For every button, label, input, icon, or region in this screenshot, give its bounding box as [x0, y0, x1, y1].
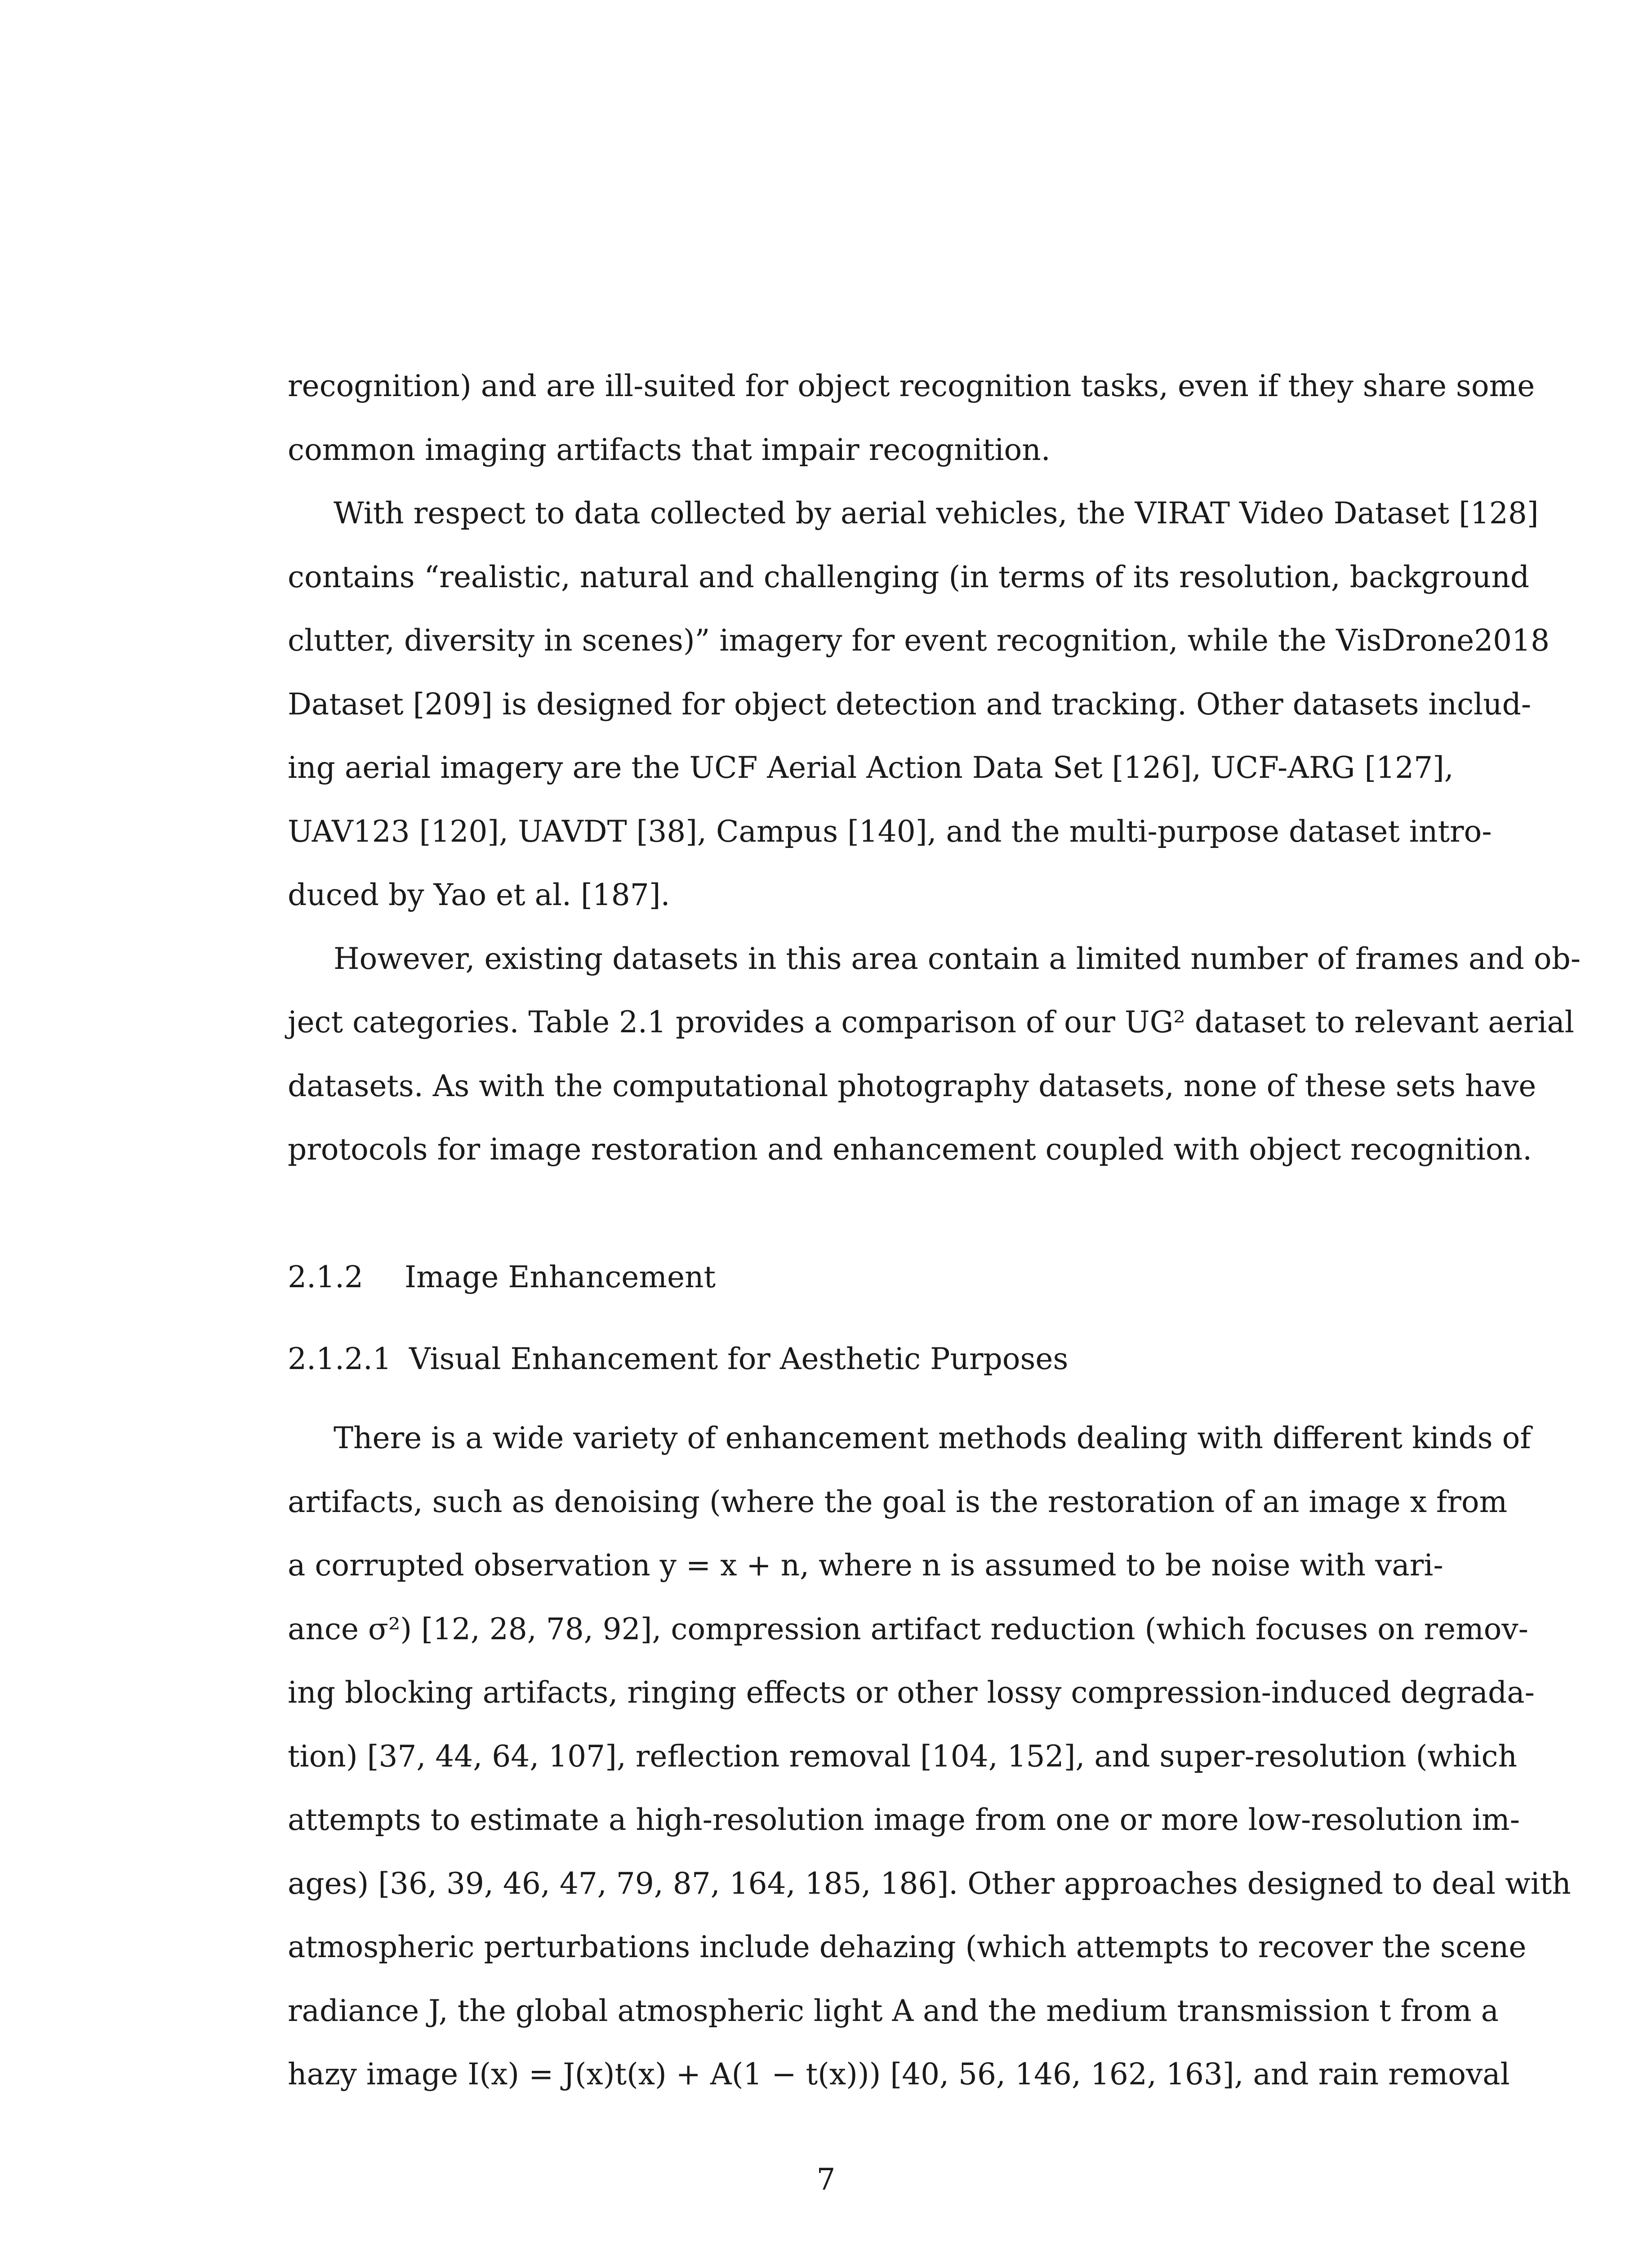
- text-line: ject categories. Table 2.1 provides a comparison of our UG² dataset to relevant aerial: [288, 1005, 1574, 1039]
- text-line: artifacts, such as denoising (where the goal is the restoration of an image x from: [288, 1484, 1508, 1519]
- subsection-heading: [288, 1344, 1068, 1374]
- text-line: attempts to estimate a high-resolution image from one or more low-resolution im-: [288, 1802, 1520, 1837]
- text-line: duced by Yao et al. [187].: [288, 878, 670, 912]
- text-line: a corrupted observation y = x + n, where n is assumed to be noise with vari-: [288, 1548, 1443, 1583]
- text-line: ance σ²) [12, 28, 78, 92], compression artifact reduction (which focuses on remov-: [288, 1611, 1528, 1646]
- subsection-number: 2.1.2.1: [288, 1342, 392, 1376]
- text-line: atmospheric perturbations include dehazing (which attempts to recover the scene: [288, 1930, 1527, 1964]
- text-line: With respect to data collected by aerial vehicles, the VIRAT Video Dataset [128]: [334, 496, 1539, 531]
- text-line: hazy image I(x) = J(x)t(x) + A(1 − t(x))) [40, 56, 146, 162, 163], and rain removal: [288, 2057, 1510, 2092]
- text-line: datasets. As with the computational photography datasets, none of these sets have: [288, 1068, 1536, 1103]
- section-heading: [288, 1262, 716, 1292]
- text-line: ages) [36, 39, 46, 47, 79, 87, 164, 185, 186]. Other approaches designed to deal with: [288, 1866, 1571, 1901]
- subsection-title: Visual Enhancement for Aesthetic Purposes: [409, 1342, 1069, 1376]
- text-line: contains “realistic, natural and challenging (in terms of its resolution, background: [288, 559, 1530, 594]
- text-line: ing aerial imagery are the UCF Aerial Action Data Set [126], UCF-ARG [127],: [288, 750, 1454, 785]
- text-line: ing blocking artifacts, ringing effects or other lossy compression-induced degrada-: [288, 1675, 1535, 1710]
- text-line: protocols for image restoration and enhancement coupled with object recognition.: [288, 1132, 1532, 1167]
- text-line: common imaging artifacts that impair recognition.: [288, 432, 1051, 467]
- section-number: 2.1.2: [288, 1260, 363, 1294]
- text-line: radiance J, the global atmospheric light A and the medium transmission t from a: [288, 1993, 1499, 2028]
- text-line: clutter, diversity in scenes)” imagery for event recognition, while the VisDrone2018: [288, 623, 1550, 658]
- text-line: Dataset [209] is designed for object detection and tracking. Other datasets includ-: [288, 687, 1532, 722]
- section-title: Image Enhancement: [405, 1260, 716, 1294]
- text-line: There is a wide variety of enhancement methods dealing with different kinds of: [334, 1421, 1531, 1455]
- page-number: 7: [816, 2162, 836, 2197]
- text-line: tion) [37, 44, 64, 107], reflection removal [104, 152], and super-resolution (which: [288, 1739, 1518, 1774]
- text-line: UAV123 [120], UAVDT [38], Campus [140], and the multi-purpose dataset intro-: [288, 814, 1492, 849]
- text-line: recognition) and are ill-suited for object recognition tasks, even if they share some: [288, 369, 1535, 403]
- text-line: However, existing datasets in this area contain a limited number of frames and ob-: [334, 941, 1581, 976]
